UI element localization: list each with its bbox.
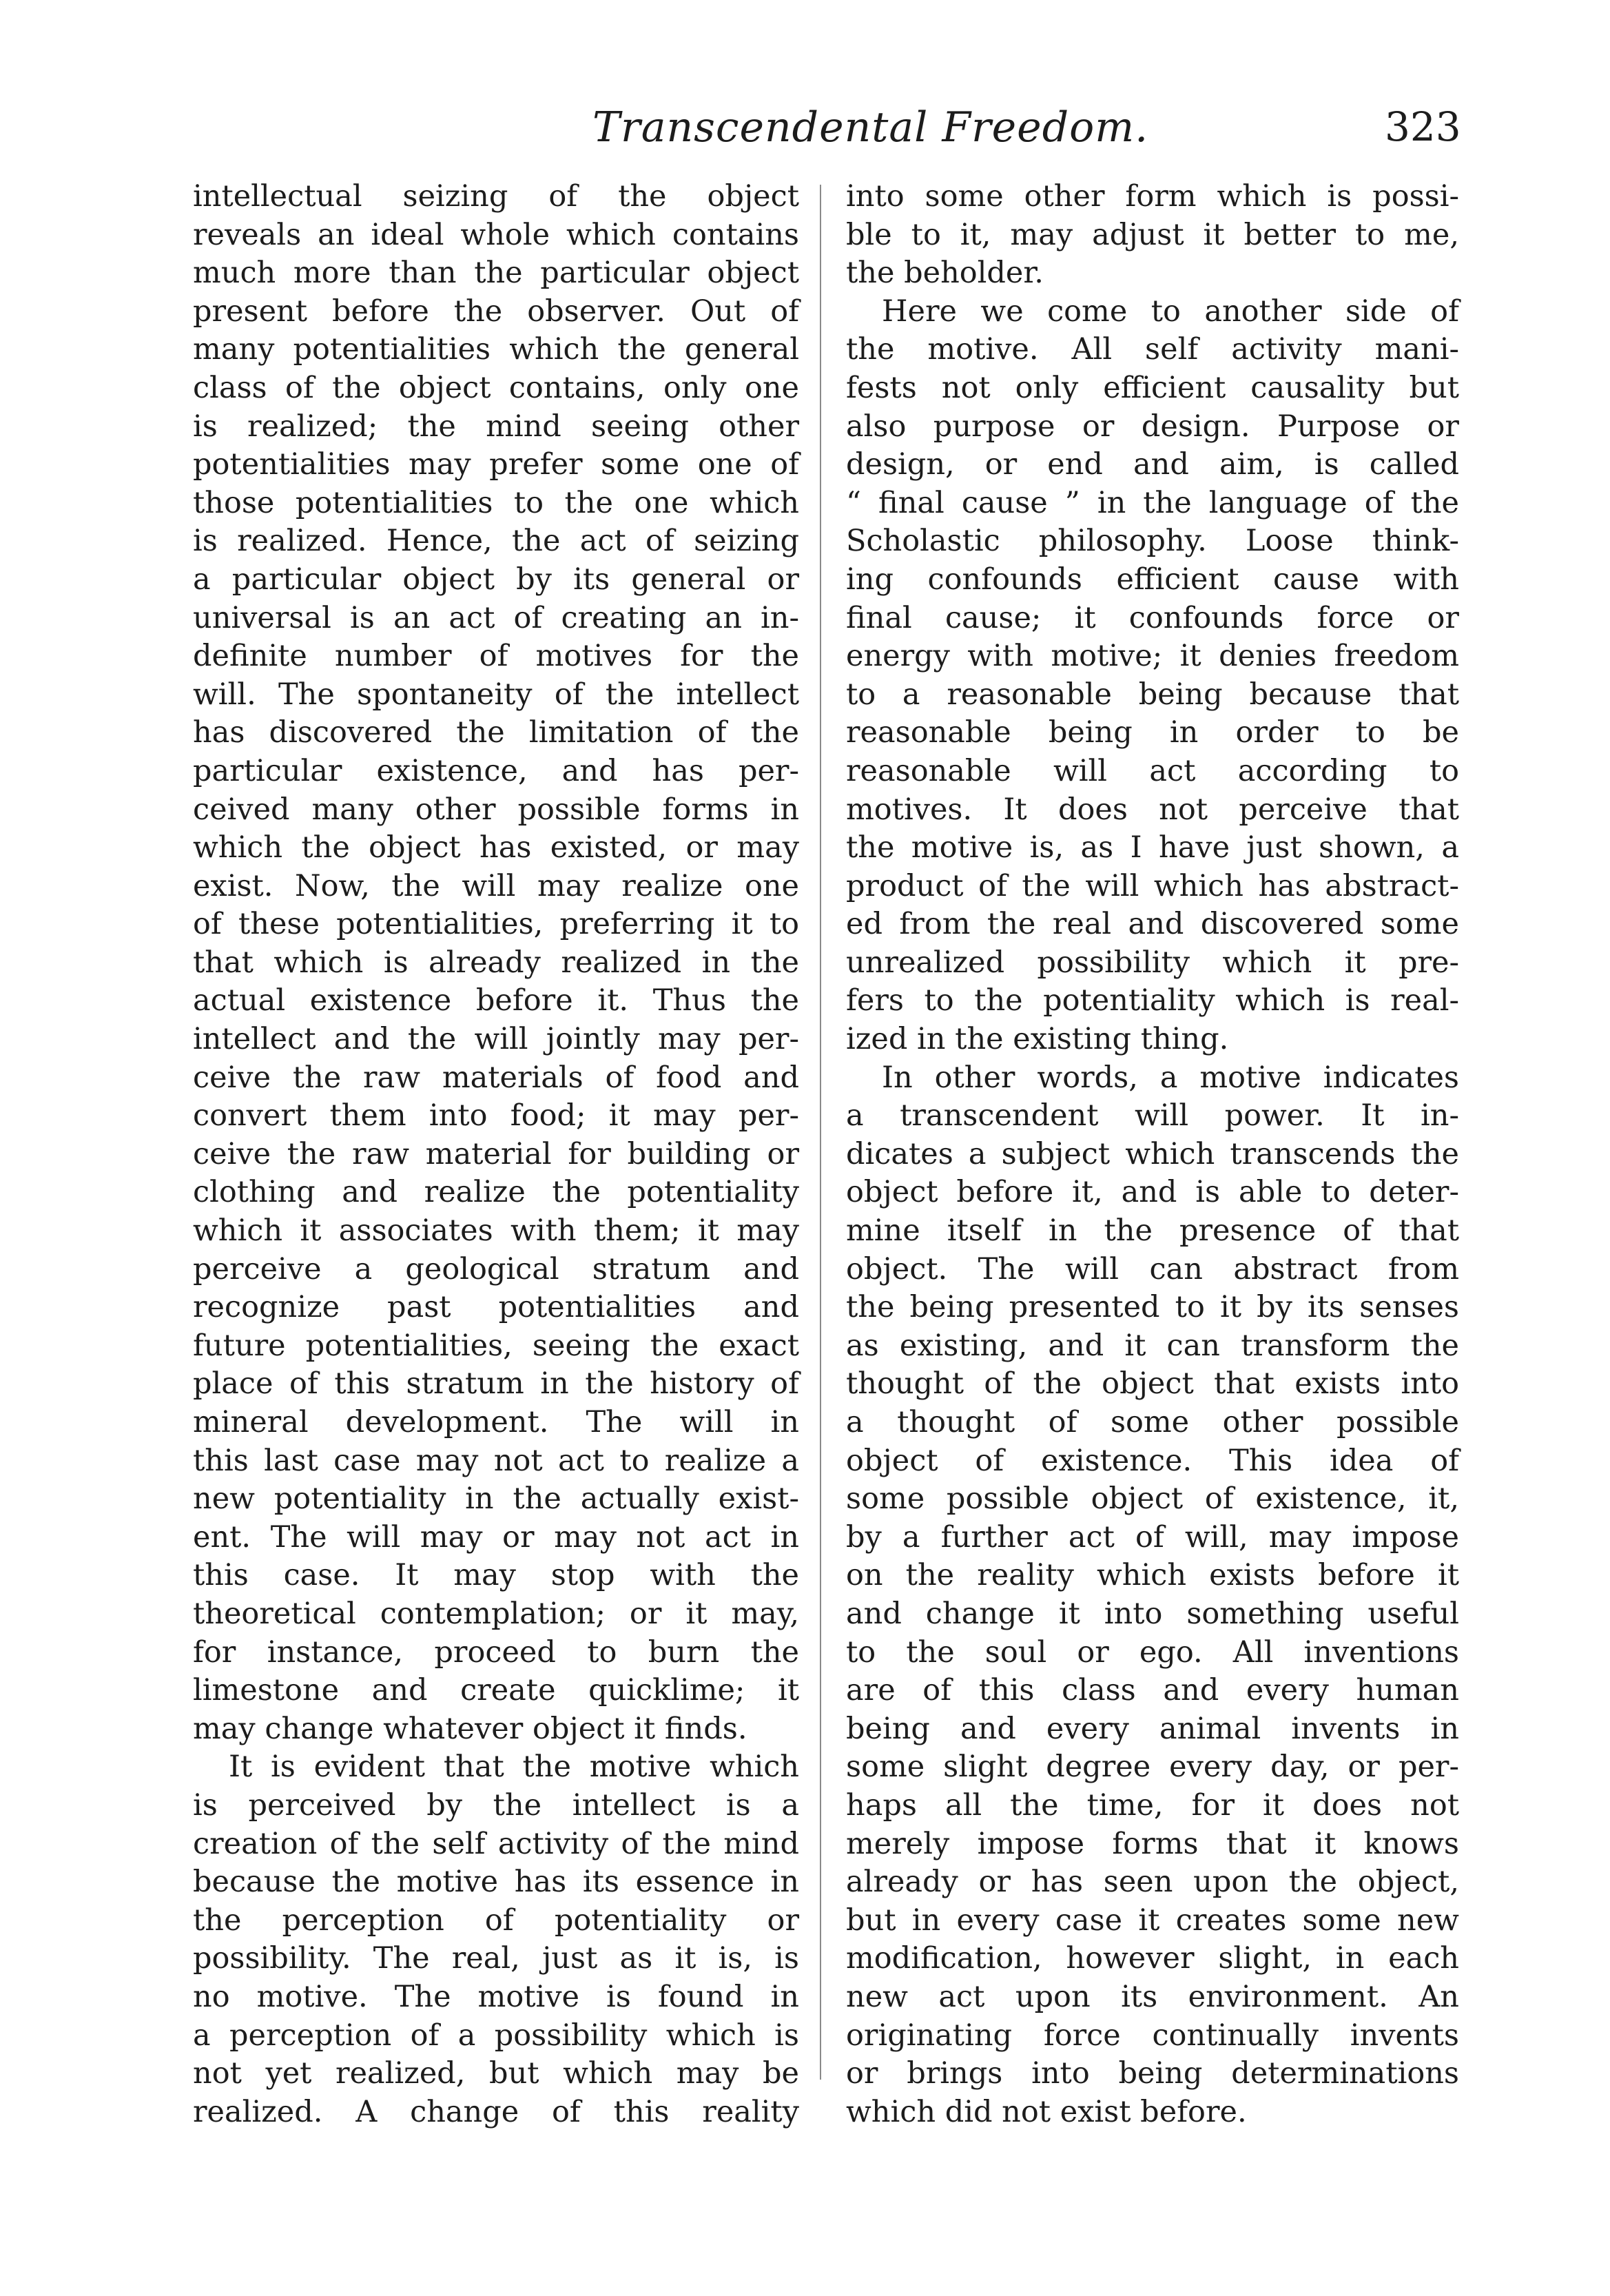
text-line: to a reasonable being because that xyxy=(846,677,1459,712)
running-title: Transcendental Freedom. xyxy=(592,103,1149,152)
text-line: some slight degree every day, or per- xyxy=(846,1750,1459,1785)
text-line: mineral development. The will in xyxy=(193,1405,799,1439)
text-line: ceive the raw materials of food and xyxy=(193,1060,799,1095)
text-line: exist. Now, the will may realize one xyxy=(193,868,799,903)
text-line: fests not only efficient causality but xyxy=(846,370,1459,405)
text-line: Here we come to another side of xyxy=(882,294,1459,329)
text-line: into some other form which is possi- xyxy=(846,179,1459,214)
text-line: the motive is, as I have just shown, a xyxy=(846,830,1459,865)
text-line: already or has seen upon the object, xyxy=(846,1865,1459,1900)
text-line: mine itself in the presence of that xyxy=(846,1213,1459,1249)
text-line: a perception of a possibility which is xyxy=(193,2018,799,2053)
text-line: recognize past potentialities and xyxy=(193,1290,799,1325)
text-line: ed from the real and discovered some xyxy=(846,907,1459,942)
text-line: the beholder. xyxy=(846,256,1044,291)
text-line: also purpose or design. Purpose or xyxy=(846,409,1459,444)
text-line: convert them into food; it may per- xyxy=(193,1098,799,1134)
text-line: creation of the self activity of the mind xyxy=(193,1826,799,1861)
text-line: reasonable will act according to xyxy=(846,753,1459,788)
text-line: not yet realized, but which may be xyxy=(193,2056,799,2091)
text-line: the perception of potentiality or xyxy=(193,1903,799,1938)
right-text-column xyxy=(846,178,1459,2131)
text-line: this case. It may stop with the xyxy=(193,1558,799,1593)
text-line: particular existence, and has per- xyxy=(193,753,799,788)
text-line: limestone and create quicklime; it xyxy=(193,1673,799,1708)
paragraph xyxy=(193,1748,799,2131)
text-line: no motive. The motive is found in xyxy=(193,1979,799,2014)
text-line: ceived many other possible forms in xyxy=(193,792,799,827)
text-line: originating force continually invents xyxy=(846,2018,1459,2053)
text-line: which the object has existed, or may xyxy=(193,830,799,865)
text-line: future potentialities, seeing the exact xyxy=(193,1328,799,1363)
text-line: energy with motive; it denies freedom xyxy=(846,639,1459,674)
text-line: on the reality which exists before it xyxy=(846,1558,1459,1593)
text-line: Scholastic philosophy. Loose think- xyxy=(846,524,1459,559)
text-line: much more than the particular object xyxy=(193,256,799,291)
text-line: ceive the raw material for building or xyxy=(193,1136,799,1171)
text-line: ized in the existing thing. xyxy=(846,1022,1229,1057)
text-line: to the soul or ego. All inventions xyxy=(846,1634,1459,1670)
text-line: unrealized possibility which it pre- xyxy=(846,945,1459,980)
text-line: intellectual seizing of the object xyxy=(193,179,799,214)
text-line: which did not exist before. xyxy=(846,2094,1247,2129)
text-line: by a further act of will, may impose xyxy=(846,1519,1459,1555)
text-line: new act upon its environment. An xyxy=(846,1979,1459,2014)
text-line: It is evident that the motive which xyxy=(229,1750,799,1785)
text-line: object. The will can abstract from xyxy=(846,1251,1459,1287)
text-line: fers to the potentiality which is real- xyxy=(846,983,1459,1018)
text-line: will. The spontaneity of the intellect xyxy=(193,677,799,712)
text-line: and change it into something useful xyxy=(846,1596,1459,1631)
text-line: perceive a geological stratum and xyxy=(193,1251,799,1287)
text-line: is perceived by the intellect is a xyxy=(193,1787,799,1823)
text-line: but in every case it creates some new xyxy=(846,1903,1459,1938)
text-line: that which is already realized in the xyxy=(193,945,799,980)
paragraph xyxy=(193,178,799,1748)
text-line: because the motive has its essence in xyxy=(193,1865,799,1900)
text-line: potentialities may prefer some one of xyxy=(193,447,799,482)
text-line: being and every animal invents in xyxy=(846,1711,1459,1746)
text-line: reasonable being in order to be xyxy=(846,715,1459,750)
text-line: the being presented to it by its senses xyxy=(846,1290,1459,1325)
text-line: a particular object by its general or xyxy=(193,562,799,597)
text-line: those potentialities to the one which xyxy=(193,485,799,520)
text-line: as existing, and it can transform the xyxy=(846,1328,1459,1363)
text-line: a thought of some other possible xyxy=(846,1405,1459,1439)
text-line: this last case may not act to realize a xyxy=(193,1443,799,1478)
text-line: modification, however slight, in each xyxy=(846,1941,1459,1976)
paragraph xyxy=(846,293,1459,1059)
text-line: motives. It does not perceive that xyxy=(846,792,1459,827)
paragraph xyxy=(846,178,1459,293)
text-line: new potentiality in the actually exist- xyxy=(193,1482,799,1517)
text-line: In other words, a motive indicates xyxy=(882,1060,1459,1095)
text-line: final cause; it confounds force or xyxy=(846,600,1459,635)
text-line: or brings into being determinations xyxy=(846,2056,1459,2091)
text-line: object before it, and is able to deter- xyxy=(846,1175,1459,1210)
text-line: ble to it, may adjust it better to me, xyxy=(846,217,1459,252)
text-line: ent. The will may or may not act in xyxy=(193,1519,799,1555)
text-line: the motive. All self activity mani- xyxy=(846,332,1459,367)
text-line: definite number of motives for the xyxy=(193,639,799,674)
text-line: design, or end and aim, is called xyxy=(846,447,1459,482)
text-line: clothing and realize the potentiality xyxy=(193,1175,799,1210)
text-line: product of the will which has abstract- xyxy=(846,868,1459,903)
text-line: intellect and the will jointly may per- xyxy=(193,1022,799,1057)
text-line: object of existence. This idea of xyxy=(846,1443,1459,1478)
text-line: of these potentialities, preferring it to xyxy=(193,907,799,942)
text-line: are of this class and every human xyxy=(846,1673,1459,1708)
text-line: “ final cause ” in the language of the xyxy=(846,485,1459,520)
text-line: which it associates with them; it may xyxy=(193,1213,799,1249)
text-line: ing confounds efficient cause with xyxy=(846,562,1459,597)
text-line: for instance, proceed to burn the xyxy=(193,1634,799,1670)
text-line: class of the object contains, only one xyxy=(193,370,799,405)
text-line: may change whatever object it finds. xyxy=(193,1711,747,1746)
left-text-column xyxy=(193,178,799,2131)
text-line: some possible object of existence, it, xyxy=(846,1482,1459,1517)
text-line: dicates a subject which transcends the xyxy=(846,1136,1459,1171)
text-line: possibility. The real, just as it is, is xyxy=(193,1941,799,1976)
text-line: reveals an ideal whole which contains xyxy=(193,217,799,252)
page-number: 323 xyxy=(1385,103,1461,150)
text-line: theoretical contemplation; or it may, xyxy=(193,1596,799,1631)
text-line: has discovered the limitation of the xyxy=(193,715,799,750)
text-line: realized. A change of this reality xyxy=(193,2094,799,2129)
text-line: haps all the time, for it does not xyxy=(846,1787,1459,1823)
text-line: place of this stratum in the history of xyxy=(193,1366,799,1402)
text-line: a transcendent will power. It in- xyxy=(846,1098,1459,1134)
text-line: is realized; the mind seeing other xyxy=(193,409,799,444)
text-line: actual existence before it. Thus the xyxy=(193,983,799,1018)
text-line: present before the observer. Out of xyxy=(193,294,799,329)
text-line: many potentialities which the general xyxy=(193,332,799,367)
paragraph xyxy=(846,1059,1459,2132)
text-line: universal is an act of creating an in- xyxy=(193,600,799,635)
text-line: is realized. Hence, the act of seizing xyxy=(193,524,799,559)
text-line: merely impose forms that it knows xyxy=(846,1826,1459,1861)
column-divider xyxy=(820,185,821,2080)
text-line: thought of the object that exists into xyxy=(846,1366,1459,1402)
